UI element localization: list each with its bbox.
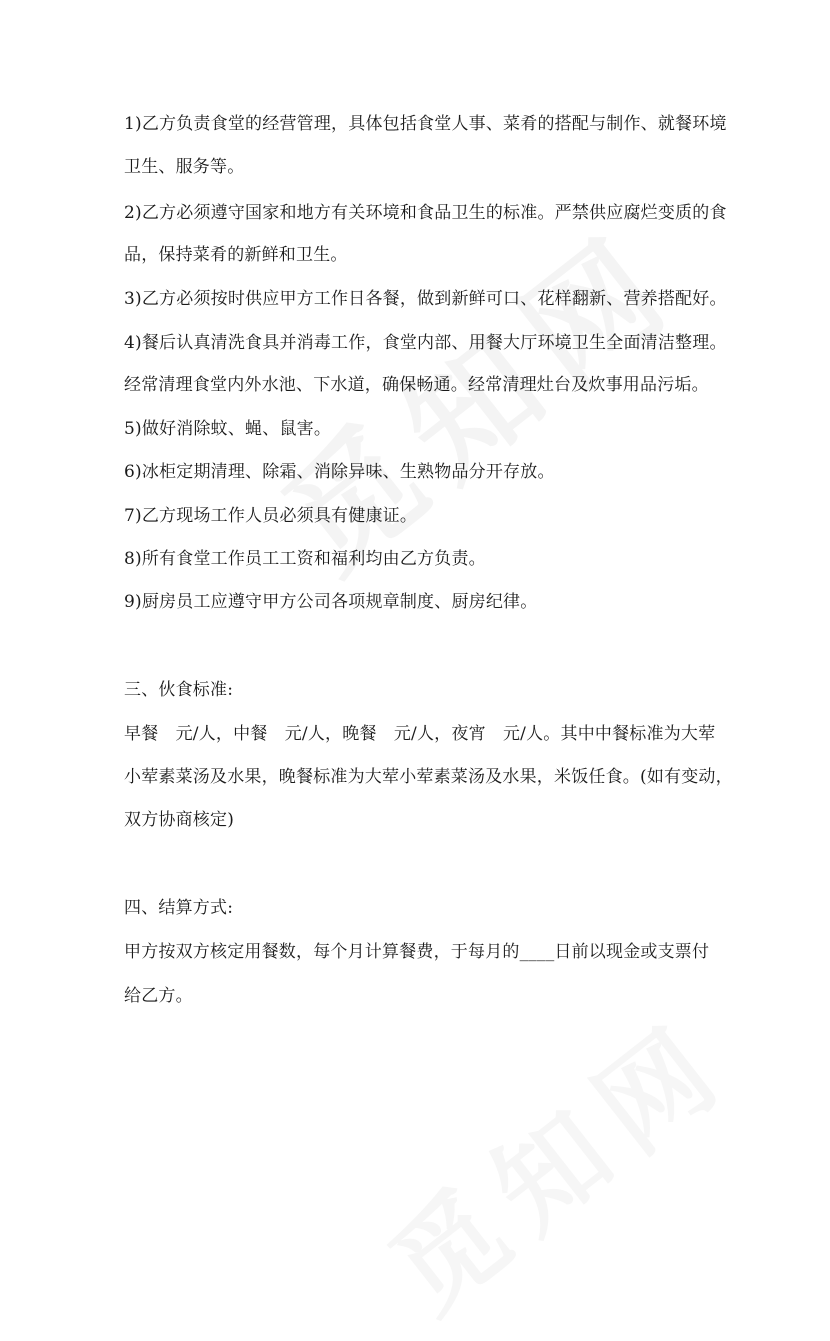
clause-2-line-1: 2)乙方必须遵守国家和地方有关环境和食品卫生的标准。严禁供应腐烂变质的食 [124,203,727,223]
clause-4-line-2: 经常清理食堂内外水池、下水道，确保畅通。经常清理灶台及炊事用品污垢。 [124,375,709,395]
settlement-line-2: 给乙方。 [124,986,193,1006]
settlement-line-1: 甲方按双方核定用餐数，每个月计算餐费，于每月的____日前以现金或支票付 [124,942,710,962]
clause-5-line: 5)做好消除蚊、蝇、鼠害。 [124,419,332,439]
clause-2-line-2: 品，保持菜肴的新鲜和卫生。 [124,245,348,265]
clause-4-line-1: 4)餐后认真清洗食具并消毒工作，食堂内部、用餐大厅环境卫生全面清洁整理。 [124,333,727,353]
meal-standard-line-3: 双方协商核定) [124,810,235,830]
clause-1-line-1: 1)乙方负责食堂的经营管理，具体包括食堂人事、菜肴的搭配与制作、就餐环境 [124,114,727,134]
clause-7-line: 7)乙方现场工作人员必须具有健康证。 [124,506,418,526]
clause-8-line: 8)所有食堂工作员工工资和福利均由乙方负责。 [124,549,486,569]
section-4-heading: 四、结算方式: [124,898,234,918]
clause-1-line-2: 卫生、服务等。 [124,157,245,177]
clause-9-line: 9)厨房员工应遵守甲方公司各项规章制度、厨房纪律。 [124,592,538,612]
section-3-heading: 三、伙食标准: [124,680,234,700]
clause-6-line: 6)冰柜定期清理、除霜、消除异味、生熟物品分开存放。 [124,462,555,482]
watermark-secondary [353,977,758,1341]
meal-standard-line-2: 小荤素菜汤及水果，晚餐标准为大荤小荤素菜汤及水果，米饭任食。(如有变动， [124,767,733,787]
meal-standard-line-1: 早餐 元/人，中餐 元/人，晚餐 元/人，夜宵 元/人。其中中餐标准为大荤 [124,724,716,744]
clause-3-line: 3)乙方必须按时供应甲方工作日各餐，做到新鲜可口、花样翻新、营养搭配好。 [124,289,727,309]
